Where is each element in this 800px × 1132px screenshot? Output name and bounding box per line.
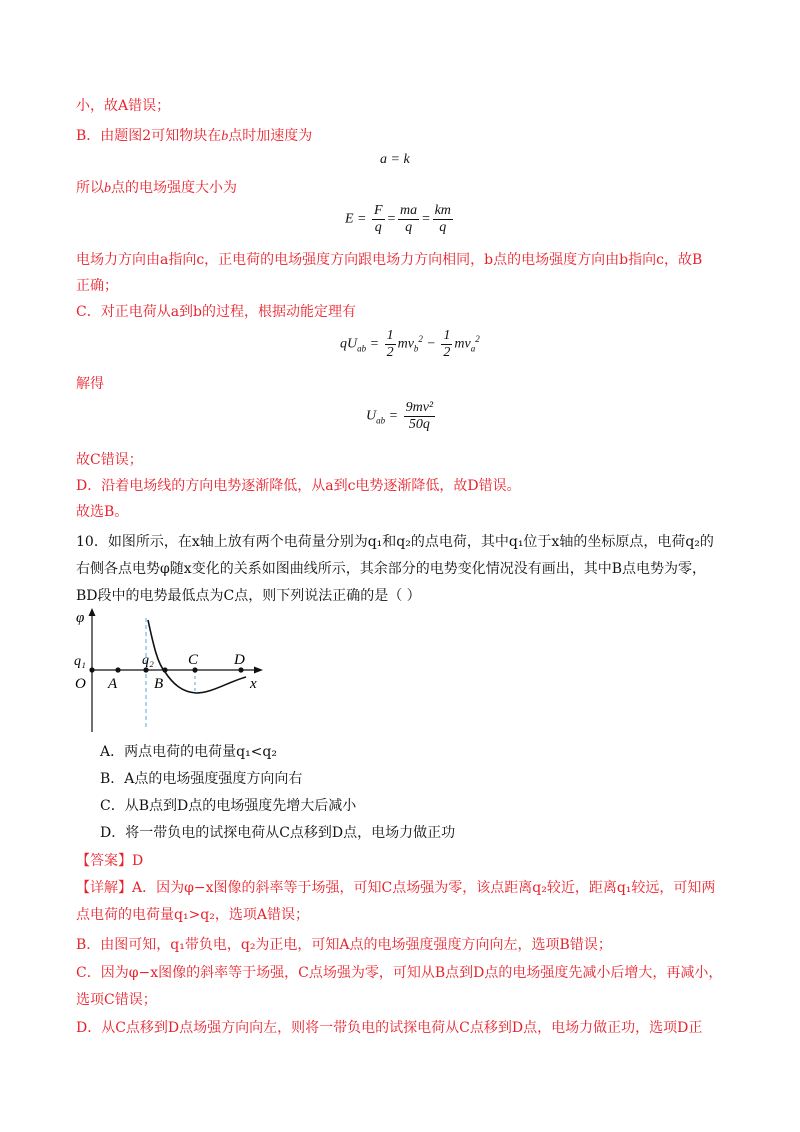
label-b: B: [154, 676, 164, 692]
eq-lhs: qU: [340, 336, 358, 352]
equation-uab: $U_{ab}$ = $\frac{\text{9mv²}}{50q}$: [366, 400, 434, 432]
denominator: 2: [443, 345, 451, 360]
option-b: B．A点的电场强度强度方向向右: [100, 771, 303, 787]
point-q1: [89, 667, 94, 672]
x-axis-arrow: [254, 667, 263, 674]
text-line-4: 电场力方向由a指向c，正电荷的电场强度方向跟电场力方向相同，b点的电场强度方向由b指向c，故B: [76, 252, 703, 268]
label-x: x: [250, 676, 257, 692]
detail-line-4: C．因为φ−x图像的斜率等于场强，C点场强为零，可知从B点到D点的电场强度先减小后增大，再减小，: [76, 965, 723, 981]
option-d: D．将一带负电的试探电荷从C点移到D点，电场力做正功: [100, 825, 456, 841]
var-b: b: [104, 181, 111, 196]
label-a: A: [108, 676, 118, 692]
detail-line-5: 选项C错误；: [76, 992, 157, 1008]
point-q2: [143, 667, 148, 672]
fraction: [385, 328, 396, 361]
fraction: [398, 203, 419, 236]
question-line-1: 10．如图所示，在x轴上放有两个电荷量分别为q₁和q₂的点电荷，其中q₁位于x轴的坐标原点，电荷q₂的: [76, 534, 714, 550]
text-line-1: 小，故A错误；: [76, 98, 171, 114]
subscript: ab: [376, 415, 386, 426]
label-q1: q₁: [74, 654, 86, 669]
subscript: b: [413, 343, 419, 354]
label-o: O: [75, 676, 86, 692]
option-c: C．从B点到D点的电场强度先增大后减小: [100, 798, 357, 814]
detail-line-3: B．由图可知，q₁带负电，q₂为正电，可知A点的电场强度强度方向向左，选项B错误；: [76, 937, 612, 953]
fraction: [433, 203, 453, 236]
denominator: 2: [386, 345, 394, 360]
text-line-5: 正确；: [76, 278, 118, 294]
text-line-9: D．沿着电场线的方向电势逐渐降低，从a到c电势逐渐降低，故D错误。: [76, 478, 521, 494]
text-line-7: 解得: [76, 376, 104, 392]
fraction: [441, 328, 452, 361]
denominator: q: [374, 220, 382, 235]
potential-graph: [70, 606, 270, 732]
text-line-3: [76, 178, 237, 199]
detail-line-6: D．从C点移到D点场强方向向左，则将一带负电的试探电荷从C点移到D点，电场力做正功，选项D正: [76, 1020, 703, 1036]
text-segment: 点的电场强度大小为: [111, 180, 237, 196]
equation-a-k: a = k: [380, 152, 410, 167]
denominator: 50q: [408, 417, 430, 432]
text-segment: B．由题图2可知物块在: [76, 128, 222, 144]
numerator: F: [374, 203, 383, 218]
fraction: [372, 203, 385, 236]
fraction: [404, 400, 436, 433]
text-line-8: 故C错误；: [76, 452, 143, 468]
label-phi: φ: [76, 610, 85, 626]
numerator: 9mv²: [405, 400, 434, 415]
numerator: ma: [400, 203, 418, 218]
label-c: C: [188, 652, 199, 668]
detail-line-2: 点电荷的电荷量q₁>q₂，选项A错误；: [76, 907, 309, 923]
point-b: [162, 667, 167, 672]
denominator: q: [439, 220, 447, 235]
subscript: ab: [357, 343, 367, 354]
superscript: 2: [418, 334, 423, 345]
detail-line-1: 【详解】A．因为φ−x图像的斜率等于场强，可知C点场强为零，该点距离q₂较近，距离q₁较远，可知两: [76, 880, 716, 896]
question-line-2: 右侧各点电势φ随x变化的关系如图曲线所示，其余部分的电势变化情况没有画出，其中B点电势为零，: [76, 561, 706, 577]
text-line-10: 故选B。: [76, 504, 129, 520]
option-a: A．两点电荷的电荷量q₁<q₂: [100, 744, 277, 760]
point-a: [115, 667, 120, 672]
equation-kinetic-energy: $qU_{ab}$ = $\frac{1}{2}$ $mv_b^2$ − $\frac{1}{2}$ $mv_a^2$: [340, 328, 480, 360]
text-segment: 点时加速度为: [228, 128, 313, 144]
text-line-2: [76, 126, 312, 147]
subscript: a: [470, 343, 476, 354]
text-line-6: C．对正电荷从a到b的过程，根据动能定理有: [76, 304, 357, 320]
label-q2: q₂: [142, 653, 154, 668]
superscript: 2: [475, 334, 480, 345]
denominator: q: [405, 220, 413, 235]
numerator: 1: [443, 328, 451, 343]
term: mv: [454, 336, 471, 352]
eq-lhs: E =: [345, 211, 367, 227]
numerator: km: [434, 203, 451, 218]
numerator: 1: [386, 328, 394, 343]
answer-label: 【答案】D: [76, 853, 144, 869]
question-line-3: BD段中的电势最低点为C点，则下列说法正确的是（ ）: [76, 588, 421, 604]
equation-e-field: E = $\frac{F}{q}$ = $\frac{ma}{q}$ = $\frac{km}{q}$: [345, 203, 451, 235]
text-segment: 所以: [76, 180, 104, 196]
term: mv: [397, 336, 414, 352]
point-c: [192, 667, 197, 672]
label-d: D: [234, 652, 245, 668]
y-axis-arrow: [89, 608, 96, 616]
point-d: [238, 667, 243, 672]
var-b: b: [221, 129, 229, 144]
eq-lhs: U: [366, 408, 377, 424]
